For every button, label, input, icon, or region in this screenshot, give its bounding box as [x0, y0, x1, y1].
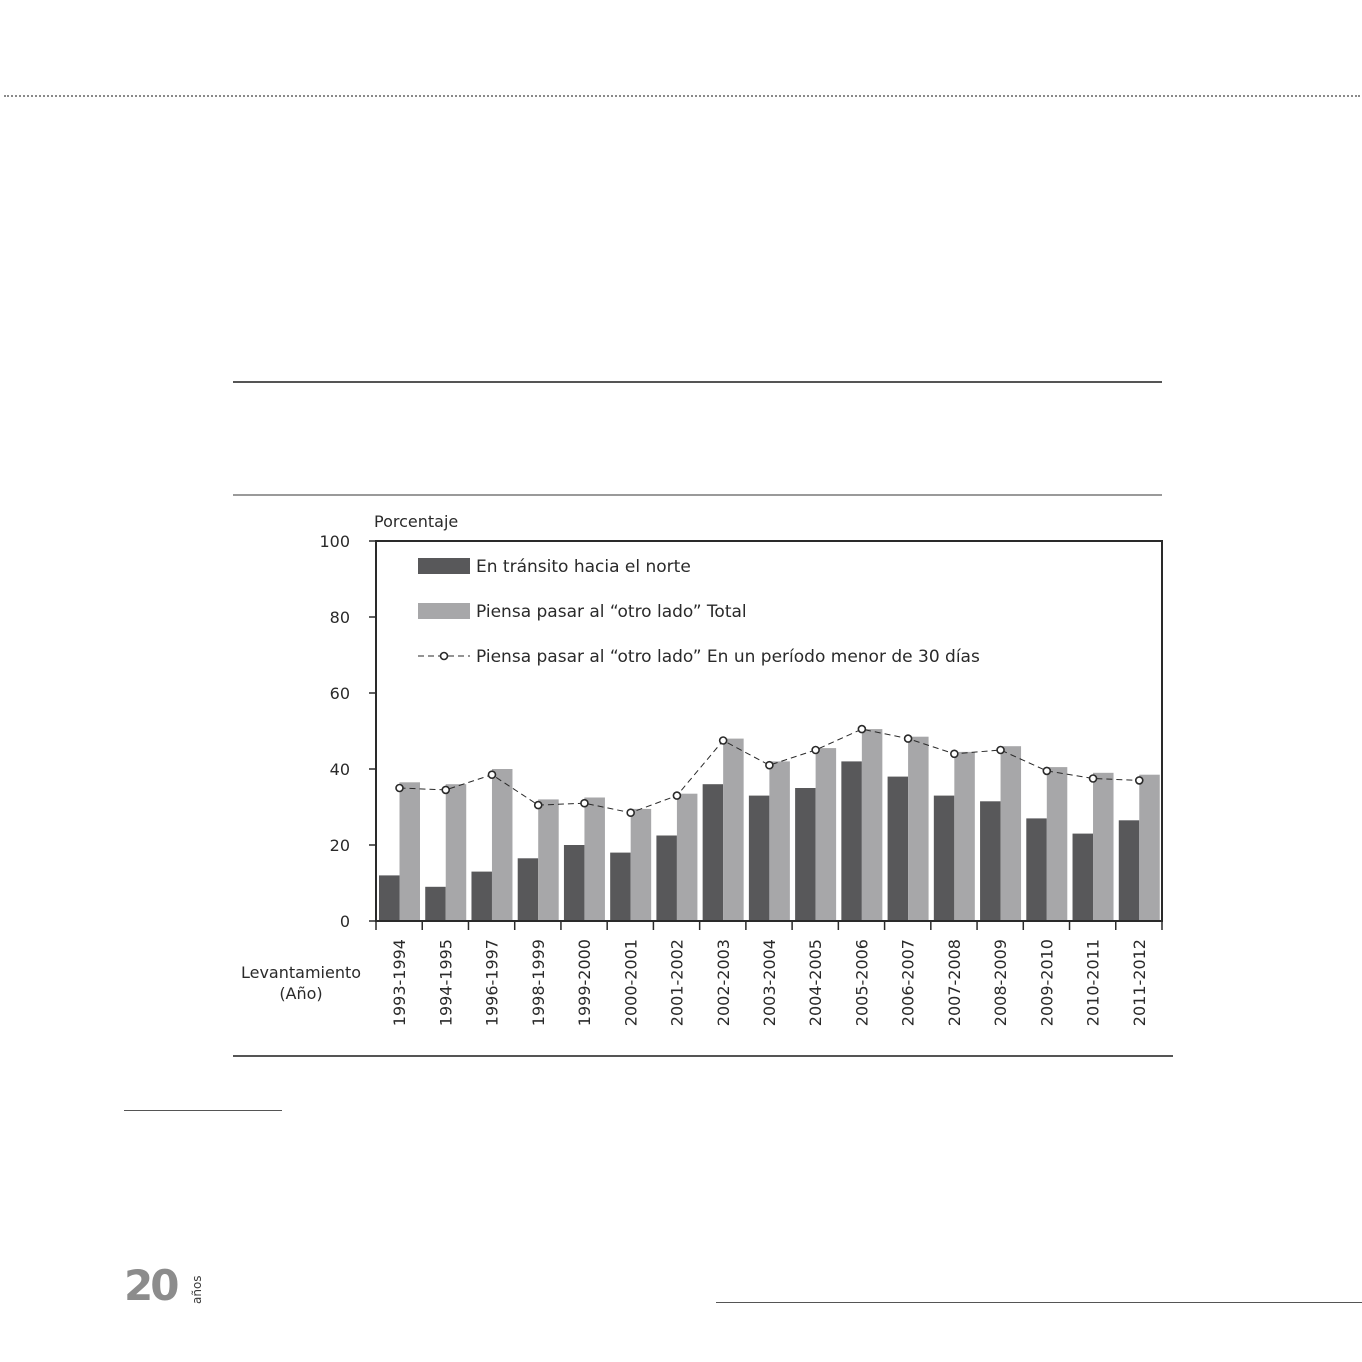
bar-total-1993-1994: [400, 782, 421, 921]
bar-transito-2004-2005: [795, 788, 816, 921]
bar-total-1994-1995: [446, 784, 467, 921]
x-tick-label: 2003-2004: [760, 939, 779, 1027]
bar-transito-1994-1995: [425, 887, 446, 921]
x-tick-label: 2010-2011: [1083, 939, 1103, 1027]
bar-transito-2007-2008: [934, 796, 955, 921]
legend-swatch-transito: [418, 558, 470, 574]
bar-total-2011-2012: [1139, 775, 1160, 921]
x-tick-label: 2001-2002: [667, 939, 687, 1027]
bar-transito-1996-1997: [471, 872, 492, 921]
bar-transito-2002-2003: [703, 784, 724, 921]
y-tick-label: 20: [329, 836, 350, 855]
bar-transito-2001-2002: [656, 836, 677, 922]
point-menor-30-dias-2010-2011: [1090, 775, 1097, 782]
bar-transito-2006-2007: [888, 777, 909, 921]
bar-total-2005-2006: [862, 729, 883, 921]
point-menor-30-dias-2008-2009: [997, 747, 1004, 754]
legend-label-0: En tránsito hacia el norte: [476, 557, 691, 577]
bar-total-2008-2009: [1001, 746, 1022, 921]
legend-label-2: Piensa pasar al “otro lado” En un período menor de 30 días: [476, 647, 980, 667]
y-tick-label: 100: [319, 532, 350, 551]
bar-total-1999-2000: [584, 798, 605, 922]
point-menor-30-dias-1996-1997: [488, 771, 495, 778]
bar-transito-1998-1999: [518, 858, 539, 921]
logo-number: 20: [124, 1261, 177, 1310]
bar-transito-1993-1994: [379, 875, 400, 921]
point-menor-30-dias-2000-2001: [627, 809, 634, 816]
bar-transito-2003-2004: [749, 796, 770, 921]
x-tick-label: 2007-2008: [944, 939, 964, 1027]
bar-transito-2000-2001: [610, 853, 631, 921]
x-tick-label: 1993-1994: [390, 939, 410, 1027]
y-tick-label: 40: [329, 760, 350, 779]
point-menor-30-dias-2004-2005: [812, 747, 819, 754]
y-tick-label: 60: [329, 684, 350, 703]
x-tick-label: 2008-2009: [991, 939, 1011, 1027]
bar-total-1998-1999: [538, 799, 559, 921]
bar-total-2000-2001: [631, 809, 652, 921]
bar-total-2010-2011: [1093, 773, 1114, 921]
bar-total-2009-2010: [1047, 767, 1068, 921]
point-menor-30-dias-2001-2002: [673, 792, 680, 799]
bar-transito-2005-2006: [841, 761, 862, 921]
legend-swatch-total: [418, 603, 470, 619]
point-menor-30-dias-1993-1994: [396, 785, 403, 792]
point-menor-30-dias-2011-2012: [1136, 777, 1143, 784]
y-tick-label: 0: [339, 912, 350, 931]
bar-transito-1999-2000: [564, 845, 585, 921]
x-tick-label: 1994-1995: [436, 939, 456, 1027]
x-tick-label: 1998-1999: [528, 939, 548, 1027]
x-tick-label: 2009-2010: [1037, 939, 1057, 1027]
x-tick-label: 2005-2006: [852, 939, 872, 1027]
legend-label-1: Piensa pasar al “otro lado” Total: [476, 602, 747, 622]
point-menor-30-dias-2007-2008: [951, 750, 958, 757]
x-axis-title-line2: (Año): [279, 984, 323, 1003]
point-menor-30-dias-1999-2000: [581, 800, 588, 807]
logo-suffix: años: [190, 1275, 204, 1304]
legend-swatch-marker: [441, 653, 448, 660]
y-axis-title: Porcentaje: [374, 512, 459, 531]
bar-transito-2011-2012: [1119, 820, 1140, 921]
point-menor-30-dias-1994-1995: [442, 786, 449, 793]
bar-transito-2010-2011: [1073, 834, 1094, 921]
bar-total-1996-1997: [492, 769, 513, 921]
anniversary-logo: [124, 1262, 224, 1312]
point-menor-30-dias-2002-2003: [720, 737, 727, 744]
bar-total-2002-2003: [723, 739, 744, 921]
point-menor-30-dias-2009-2010: [1043, 767, 1050, 774]
bar-total-2006-2007: [908, 737, 929, 921]
y-tick-label: 80: [329, 608, 350, 627]
x-tick-label: 2000-2001: [621, 939, 641, 1027]
point-menor-30-dias-2005-2006: [858, 726, 865, 733]
x-tick-label: 2006-2007: [898, 939, 918, 1027]
x-tick-label: 1999-2000: [575, 939, 595, 1027]
point-menor-30-dias-2003-2004: [766, 762, 773, 769]
bar-total-2004-2005: [816, 748, 837, 921]
point-menor-30-dias-2006-2007: [905, 735, 912, 742]
x-tick-label: 1996-1997: [482, 939, 502, 1027]
bar-total-2003-2004: [769, 761, 790, 921]
x-tick-label: 2002-2003: [713, 939, 733, 1027]
bar-transito-2009-2010: [1026, 818, 1047, 921]
point-menor-30-dias-1998-1999: [535, 802, 542, 809]
bar-transito-2008-2009: [980, 801, 1001, 921]
x-tick-label: 2004-2005: [806, 939, 826, 1027]
bar-total-2007-2008: [954, 752, 975, 921]
bar-total-2001-2002: [677, 794, 698, 921]
x-tick-label: 2011-2012: [1129, 939, 1149, 1027]
x-axis-title-line1: Levantamiento: [240, 963, 362, 982]
